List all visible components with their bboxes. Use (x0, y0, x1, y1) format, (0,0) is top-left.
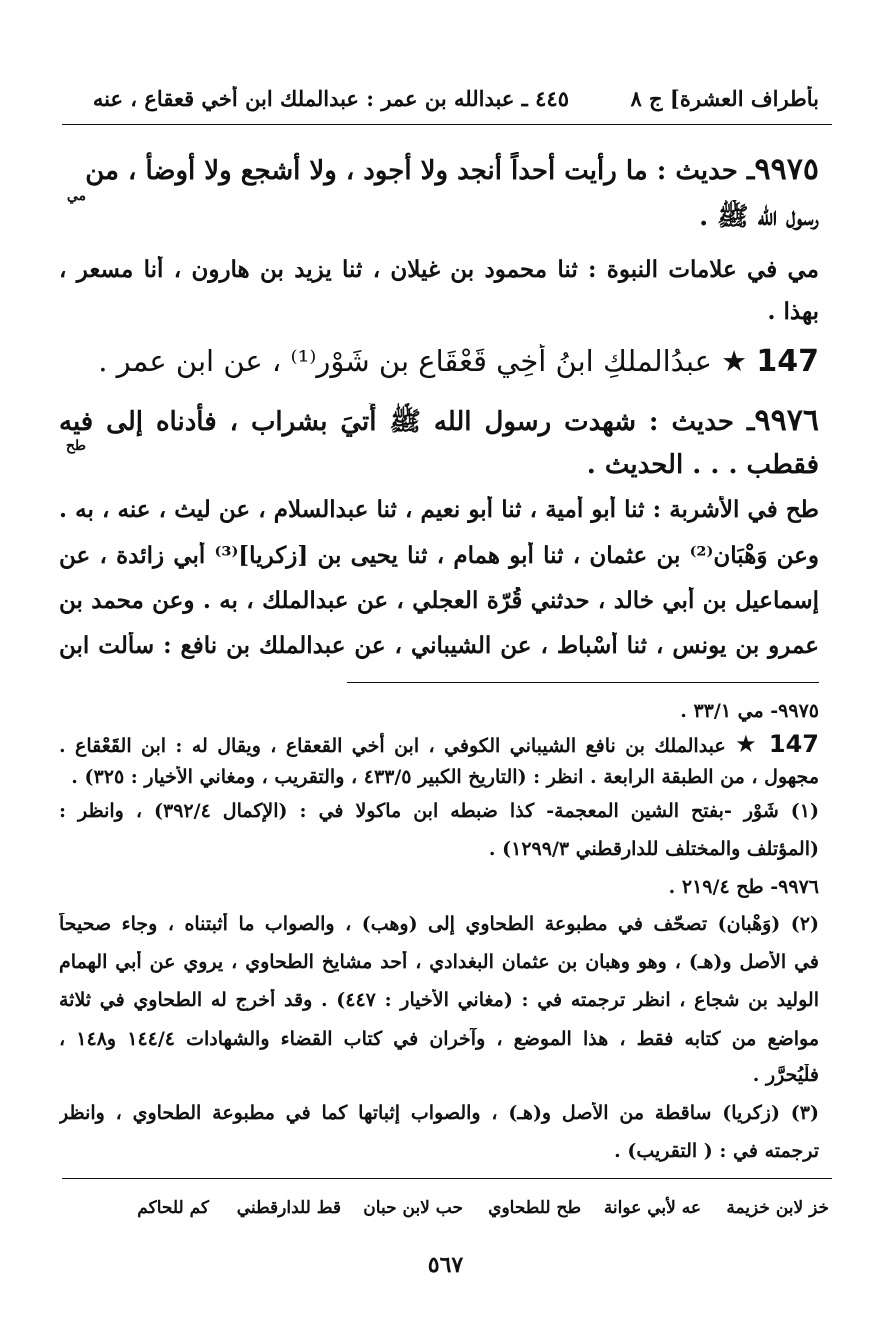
isnad-9976-line1: طح في الأشربة : ثنا أبو أمية ، ثنا أبو نعيم ، ثنا عبدالسلام ، عن ليث ، عنه ، به . (59, 496, 819, 523)
running-header (59, 86, 819, 116)
footnote-3-line1: (٣) (زكريا) ساقطة من الأصل و(هـ) ، والصواب إثباتها كما في مطبوعة الطحاوي ، وانظر (59, 1102, 819, 1124)
hadith-9975-line2: رسول الله ﷺ . (699, 202, 819, 232)
page-number: ٥٦٧ (427, 1252, 464, 1278)
translation-heading-147: 147 ★ عبدُالملكِ ابنُ أخِي قَعْقَاع بن شَوْر⁽¹⁾ ، عن ابن عمر . (98, 344, 819, 379)
star-icon: ★ (735, 730, 760, 758)
translation-number: 147 (756, 344, 819, 379)
abbreviations-rule (62, 1178, 832, 1179)
abbrev-item: طح للطحاوي (488, 1198, 581, 1218)
header-volume: بأطراف العشرة] ج ٨ (630, 86, 819, 111)
hadith-9975-line1: ٩٩٧٥ـ حديث : ما رأيت أحداً أنجد ولا أجود ، ولا أشجع ولا أوضأ ، من (85, 152, 819, 187)
hadith-9976-line2: فقطب . . . الحديث . (586, 450, 819, 480)
star-icon: ★ (721, 344, 748, 378)
footnote-9975: ٩٩٧٥- مي ٣٣/١ . (680, 700, 819, 722)
header-section: ٤٤٥ ـ عبدالله بن عمر : عبدالملك ابن أخي قعقاع ، عنه (92, 86, 569, 111)
footnote-translation-number: 147 (768, 730, 819, 758)
abbreviations-key (59, 1198, 829, 1228)
abbrev-item: خز لابن خزيمة (726, 1198, 829, 1218)
hadith-number: ٩٩٧٦ (754, 403, 819, 438)
isnad-9975-line1: مي في علامات النبوة : ثنا محمود بن غيلان ، ثنا يزيد بن هارون ، أنا مسعر ، (59, 256, 819, 283)
header-rule (62, 124, 832, 125)
isnad-9975-line2: بهذا . (767, 298, 819, 325)
hadith-siglum: طح (65, 438, 86, 454)
footnote-2-line4: مواضع من كتابه فقط ، هذا الموضع ، وآخران في كتاب القضاء والشهادات ١٤٤/٤ و١٤٨ ، (59, 1028, 819, 1050)
isnad-9976-line2: وعن وَهْبَان⁽²⁾ بن عثمان ، ثنا أبو همام ، ثنا يحيى بن [زكريا]⁽³⁾ أبي زائدة ، عن (59, 542, 819, 569)
hadith-9976-line1: ٩٩٧٦ـ حديث : شهدت رسول الله ﷺ أُتيَ بشراب ، فأدناه إلى فيه (59, 403, 819, 438)
footnote-147-line2: مجهول ، من الطبقة الرابعة . انظر : (التاريخ الكبير ٤٣٣/٥ ، والتقريب ، ومغاني الأخيار : ٣٢٥) . (71, 766, 819, 788)
isnad-9976-line4: عمرو بن يونس ، ثنا أَسْباط ، عن الشيباني ، عن عبدالملك بن نافع : سألت ابن (59, 632, 819, 659)
footnote-2-line1: (٢) (وَهْبان) تصحّف في مطبوعة الطحاوي إلى (وهب) ، والصواب ما أثبتناه ، وجاء صحيحاً (59, 913, 819, 935)
abbrev-item: حب لابن حبان (363, 1198, 463, 1218)
abbrev-item: عه لأبي عوانة (603, 1198, 701, 1218)
footnote-9976: ٩٩٧٦- طح ٢١٩/٤ . (668, 876, 819, 898)
footnote-1-line1: (١) شَوْر -بفتح الشين المعجمة- كذا ضبطه ابن ماكولا في : (الإكمال ٣٩٢/٤) ، وانظر : (59, 800, 819, 822)
hadith-number: ٩٩٧٥ (754, 152, 819, 187)
footnote-3-line2: ترجمته في : ( التقريب) . (614, 1140, 819, 1162)
footnote-2-line3: الوليد بن شجاع ، انظر ترجمته في : (مغاني الأخيار : ٤٤٧) . وقد أخرج له الطحاوي في ثلاثة (59, 989, 819, 1011)
isnad-9976-line3: إسماعيل بن أبي خالد ، حدثني قُرّة العجلي ، عن عبدالملك ، به . وعن محمد بن (59, 587, 819, 614)
footnote-2-line5: فلْيُحرَّر . (752, 1064, 819, 1086)
abbrev-item: قط للدارقطني (236, 1198, 341, 1218)
hadith-siglum: مي (66, 188, 86, 204)
abbrev-item: كم للحاكم (137, 1198, 209, 1218)
footnote-147-line1: 147 ★ عبدالملك بن نافع الشيباني الكوفي ، ابن أخي القعقاع ، ويقال له : ابن القَعْقاع . (59, 730, 819, 758)
footnote-2-line2: في الأصل و(هـ) ، وهو وهبان بن عثمان البغدادي ، أحد مشايخ الطحاوي ، يروي عن أبي الهمام (59, 951, 819, 973)
footnote-1-line2: (المؤتلف والمختلف للدارقطني ١٢٩٩/٣) . (488, 838, 819, 860)
footnote-rule (347, 682, 819, 683)
